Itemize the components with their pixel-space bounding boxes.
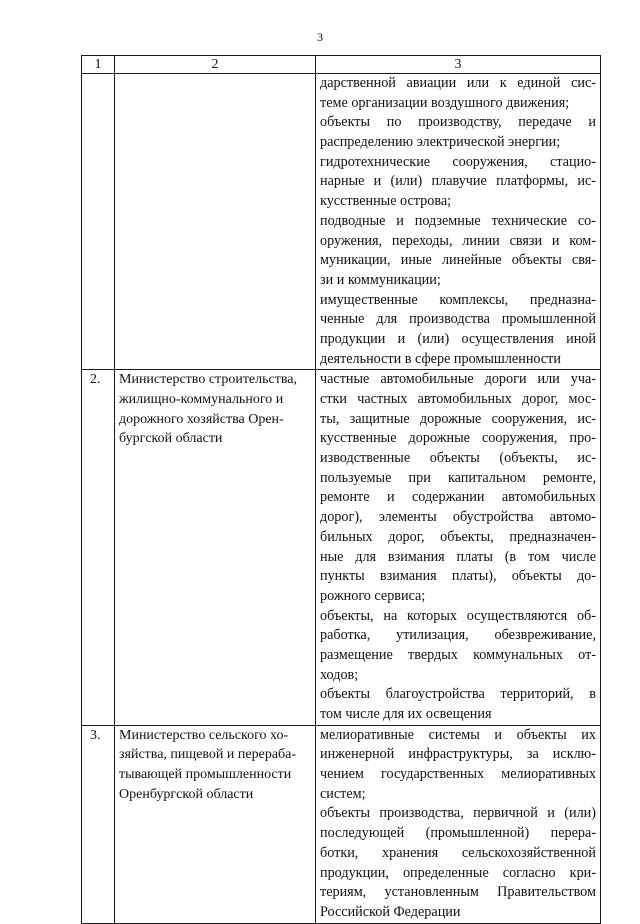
objects-line: продукции, определенные согласно кри- (320, 864, 596, 881)
objects-line: деятельности в сфере промышленности (320, 350, 561, 367)
agency-line: жилищно-коммунального и (119, 392, 284, 408)
objects-line: объекты благоустройства территорий, в (320, 686, 596, 703)
objects-line: последующей (промышленной) перера- (320, 825, 596, 842)
objects-line: распределению электрической энергии; (320, 134, 561, 151)
objects-line: гидротехнические сооружения, стацио- (320, 153, 596, 170)
agency-line: Министерство строительства, (119, 372, 297, 388)
objects-line: систем; (320, 785, 366, 802)
objects-line: работка, утилизация, обезвреживание, (320, 627, 596, 644)
objects-line: муникации, иные линейные объекты свя- (320, 252, 596, 269)
table-row (82, 370, 601, 725)
agency-line: дорожного хозяйства Орен- (119, 411, 284, 427)
objects-line: кусственные дорожные сооружения, про- (320, 430, 596, 447)
agency-line: Оренбургской области (119, 786, 254, 802)
agency-line: Министерство сельского хо- (119, 727, 289, 743)
objects-line: пользуемые при капитальном ремонте, (320, 469, 596, 486)
objects-cell (316, 74, 601, 370)
agency-cell (115, 74, 316, 370)
table-header-row (82, 56, 601, 74)
objects-line: мелиоративные системы и объекты их (320, 726, 596, 743)
row-number: 3. (82, 725, 115, 923)
objects-line: имущественные комплексы, предназна- (320, 291, 596, 308)
objects-line: чением государственных мелиоративных (320, 766, 596, 783)
agency-cell (115, 370, 316, 725)
table-body (82, 56, 601, 924)
objects-line: ботки, хранения сельскохозяйственной (320, 844, 596, 861)
agency-line: зяйства, пищевой и перераба- (119, 747, 297, 763)
objects-line: нарные и (или) плавучие платформы, ис- (320, 173, 596, 190)
table-row-continuation (82, 74, 601, 370)
objects-line: частные автомобильные дороги или уча- (320, 371, 596, 388)
objects-line: ходов; (320, 666, 359, 683)
objects-line: бильных дорог, объекты, предназначен- (320, 528, 596, 545)
objects-line: дарственной авиации или к единой сис- (320, 75, 596, 91)
objects-line: теме организации воздушного движения; (320, 94, 570, 111)
objects-line: дорог), элементы обустройства автомо- (320, 509, 596, 526)
objects-line: зи и коммуникации; (320, 271, 441, 288)
objects-line: ные для взимания платы (в том числе (320, 548, 596, 565)
objects-cell (316, 725, 601, 923)
agency-line: тывающей промышленности (119, 767, 292, 783)
objects-line: пункты взимания платы), объекты до- (320, 568, 596, 585)
objects-line: ремонте и содержании автомобильных (320, 489, 596, 506)
objects-cell (316, 370, 601, 725)
column-header-2: 2 (115, 56, 316, 74)
objects-line: объекты, на которых осуществляются об- (320, 607, 596, 624)
row-number (82, 74, 115, 370)
objects-line: оружения, переходы, линии связи и ком- (320, 232, 596, 249)
objects-line: кусственные острова; (320, 193, 452, 210)
objects-line: рожного сервиса; (320, 587, 426, 604)
objects-line: объекты по производству, передаче и (320, 114, 596, 131)
page-number: 3 (317, 30, 323, 44)
objects-line: ты, защитные дорожные сооружения, ис- (320, 410, 596, 427)
objects-line: териям, установленным Правительством (320, 884, 596, 901)
objects-line: стки частных автомобильных дорог, мос- (320, 391, 596, 407)
objects-line: изводственные объекты (объекты, ис- (320, 450, 596, 467)
table-row (82, 725, 601, 923)
objects-line: размещение твердых коммунальных от- (320, 646, 596, 663)
column-header-1: 1 (82, 56, 115, 74)
column-header-3: 3 (316, 56, 601, 74)
objects-line: объекты производства, первичной и (или) (320, 805, 596, 822)
agency-line: бургской области (119, 431, 223, 447)
objects-table (81, 55, 601, 924)
objects-line: продукции и (или) осуществления иной (320, 330, 596, 347)
objects-line: подводные и подземные технические со- (320, 212, 596, 229)
objects-line: Российской Федерации (320, 903, 461, 920)
objects-line: ченные для производства промышленной (320, 311, 596, 328)
agency-cell (115, 725, 316, 923)
objects-line: инженерной инфраструктуры, за исклю- (320, 746, 596, 763)
row-number: 2. (82, 370, 115, 725)
objects-line: том числе для их освещения (320, 706, 492, 722)
